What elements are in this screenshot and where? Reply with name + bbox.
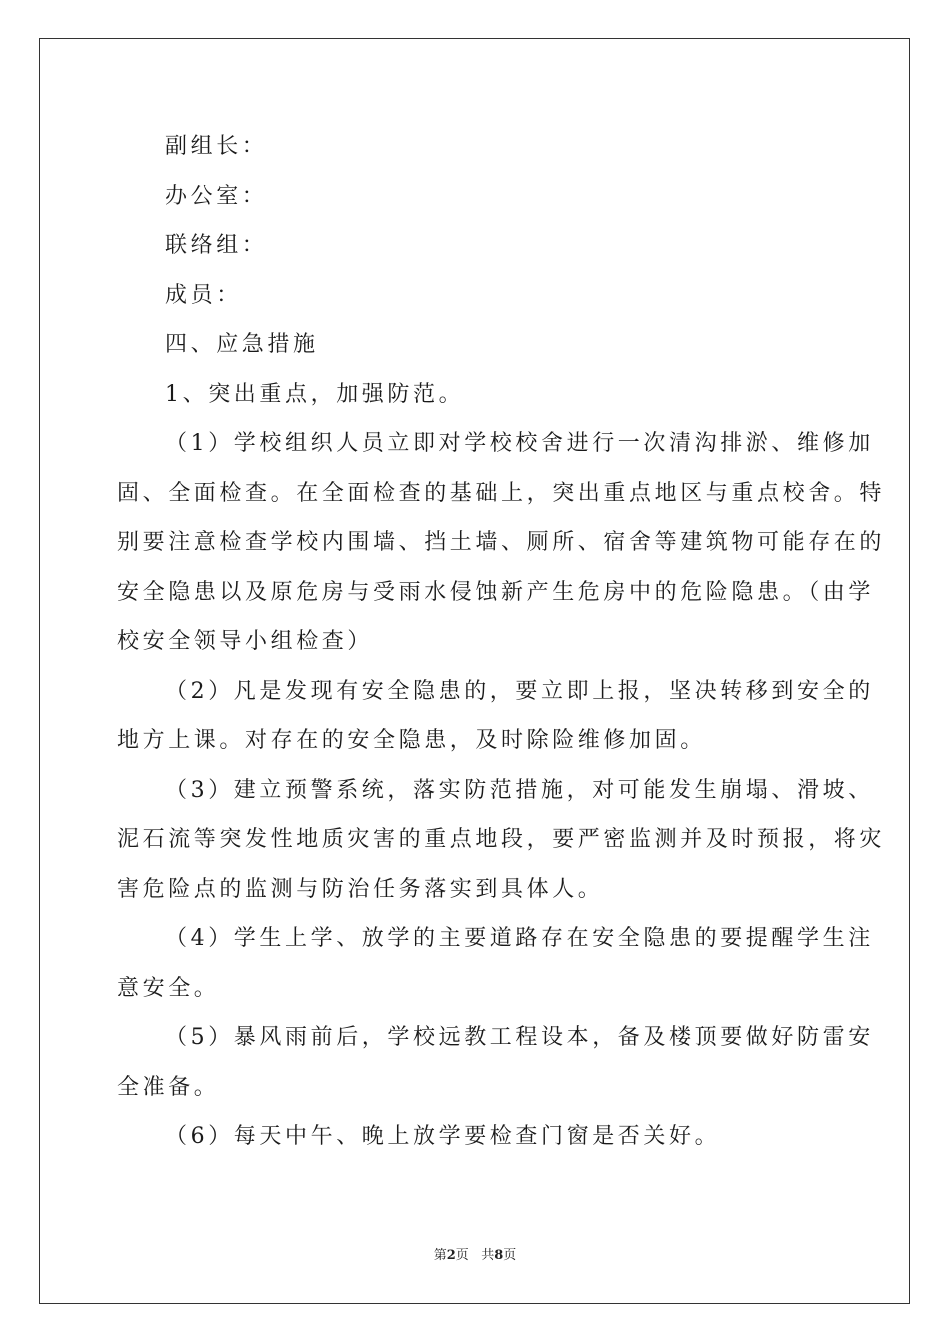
paragraph-line: 泥石流等突发性地质灾害的重点地段，要严密监测并及时预报，将灾 <box>117 827 886 852</box>
page-footer <box>0 1247 950 1265</box>
heading-vice-leader: 副组长： <box>165 134 268 159</box>
paragraph-5 <box>117 1013 874 1112</box>
paragraph-line: 校安全领导小组检查） <box>117 629 374 654</box>
footer-total-suffix: 页 <box>503 1248 517 1263</box>
paragraph-line: 安全隐患以及原危房与受雨水侵蚀新产生危房中的危险隐患。（由学 <box>117 579 875 605</box>
heading-members: 成员： <box>165 282 242 308</box>
footer-page-suffix: 页 <box>455 1248 469 1263</box>
paragraph-3 <box>117 766 886 915</box>
document-body <box>117 122 886 1162</box>
paragraph-line: 别要注意检查学校内围墙、挡土墙、厕所、宿舍等建筑物可能存在的 <box>117 530 886 555</box>
heading-office: 办公室： <box>165 183 268 209</box>
paragraph-line: （1）学校组织人员立即对学校校舍进行一次清沟排淤、维修加 <box>165 431 874 456</box>
heading-liaison-group: 联络组： <box>165 233 268 258</box>
paragraph-line: （5）暴风雨前后，学校远教工程设本，备及楼顶要做好防雷安 <box>165 1025 874 1050</box>
paragraph-6 <box>117 1112 837 1162</box>
footer-page-prefix: 第 <box>433 1248 447 1263</box>
paragraph-line: 害危险点的监测与防治任务落实到具体人。 <box>117 876 604 902</box>
paragraph-line: （6）每天中午、晚上放学要检查门窗是否关好。 <box>165 1124 721 1149</box>
footer-total-pages: 8 <box>494 1248 504 1263</box>
paragraph-line: 地方上课。对存在的安全隐患，及时除险维修加固。 <box>117 728 706 753</box>
paragraph-2 <box>117 667 874 766</box>
paragraph-line: （4）学生上学、放学的主要道路存在安全隐患的要提醒学生注 <box>165 926 874 951</box>
paragraph-1 <box>117 419 886 667</box>
footer-total-prefix: 共 <box>481 1248 495 1263</box>
paragraph-line: （3）建立预警系统，落实防范措施，对可能发生崩塌、滑坡、 <box>165 777 874 803</box>
section-heading-emergency-measures: 四、应急措施 <box>165 332 319 357</box>
paragraph-line: （2）凡是发现有安全隐患的，要立即上报，坚决转移到安全的 <box>165 678 874 704</box>
paragraph-line: 固、全面检查。在全面检查的基础上，突出重点地区与重点校舍。特 <box>117 480 886 506</box>
paragraph-line: 全准备。 <box>117 1074 220 1100</box>
footer-page-number: 2 <box>446 1248 456 1263</box>
paragraph-4 <box>117 914 874 1013</box>
subsection-heading: 1、突出重点，加强防范。 <box>165 381 465 407</box>
paragraph-line: 意安全。 <box>117 975 220 1001</box>
